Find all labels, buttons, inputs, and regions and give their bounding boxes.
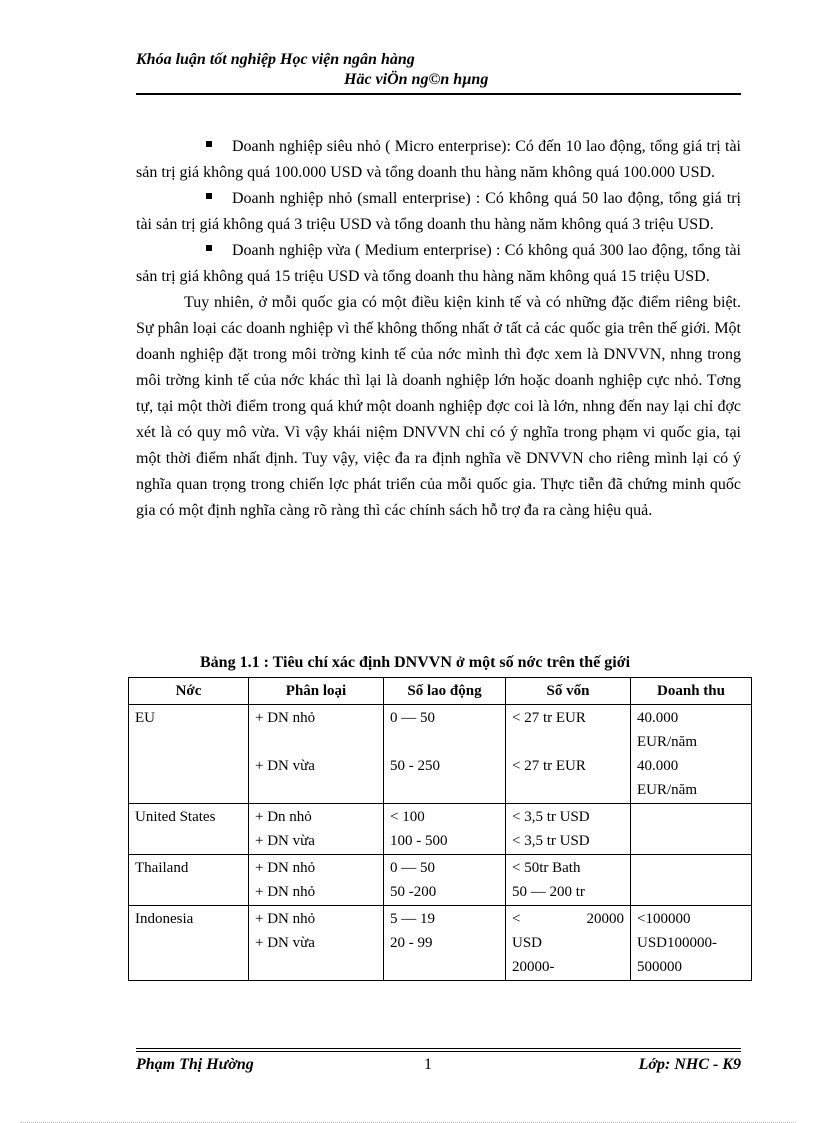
table-caption: Bảng 1.1 : Tiêu chí xác định DNVVN ở một số nớc trên thế giới <box>200 654 631 671</box>
table-cell-capital <box>506 855 631 906</box>
table-cell-country <box>129 906 249 981</box>
bullet-paragraph-small <box>136 186 741 238</box>
table-cell-capital <box>506 906 631 981</box>
cell-line: < 3,5 tr USD <box>512 833 590 849</box>
cell-line: United States <box>135 809 216 825</box>
table-cell-capital <box>506 804 631 855</box>
col-header-capital: Số vốn <box>506 678 631 705</box>
cell-line <box>637 880 745 904</box>
footer-author: Phạm Thị Hường <box>136 1056 254 1073</box>
table-cell-country <box>129 804 249 855</box>
cell-line <box>512 730 624 754</box>
cell-line: 40.000 <box>637 758 679 774</box>
table-cell-revenue <box>631 705 752 804</box>
table-cell-labor <box>384 804 506 855</box>
cell-line: <100000 <box>637 911 691 927</box>
cell-line: 500000 <box>637 959 682 975</box>
cell-line: + DN nhỏ <box>255 911 316 927</box>
cell-line: + DN nhỏ <box>255 860 316 876</box>
footer-rule <box>136 1048 741 1049</box>
cell-line <box>637 856 745 880</box>
page-header <box>136 50 741 90</box>
footer-class: Lớp: NHC - K9 <box>638 1056 741 1073</box>
cell-line <box>637 805 745 829</box>
cell-line: Thailand <box>135 860 189 876</box>
table-cell-type <box>249 906 384 981</box>
table-cell-country <box>129 855 249 906</box>
header-rule <box>136 93 741 95</box>
bullet-paragraph-micro <box>136 134 741 186</box>
cell-line <box>255 778 377 802</box>
table-cell-revenue <box>631 906 752 981</box>
table-cell-revenue <box>631 804 752 855</box>
table-cell-country <box>129 705 249 804</box>
col-header-country: Nớc <box>129 678 249 705</box>
table-cell-revenue <box>631 855 752 906</box>
cell-line: + Dn nhỏ <box>255 809 312 825</box>
col-header-type: Phân loại <box>249 678 384 705</box>
table-cell-capital <box>506 705 631 804</box>
cell-line: 40.000 <box>637 710 679 726</box>
square-bullet-icon <box>206 193 212 199</box>
header-title: Khóa luận tốt nghiệp Học viện ngân hàng <box>136 51 415 68</box>
cell-line: 50 - 250 <box>390 758 440 774</box>
cell-line: USD100000- <box>637 935 718 951</box>
col-header-revenue: Doanh thu <box>631 678 752 705</box>
cell-line: < 100 <box>390 809 425 825</box>
table-row <box>129 906 752 981</box>
cell-line: 0 — 50 <box>390 710 435 726</box>
cell-line <box>255 730 377 754</box>
table-row <box>129 804 752 855</box>
cell-line: < 27 tr EUR <box>512 710 586 726</box>
cell-line: < 20000 <box>512 911 624 927</box>
cell-line: 50 -200 <box>390 884 437 900</box>
cell-line: + DN nhỏ <box>255 710 316 726</box>
table-cell-type <box>249 804 384 855</box>
table-row <box>129 705 752 804</box>
criteria-table <box>128 677 752 981</box>
cell-line: 100 - 500 <box>390 833 448 849</box>
cell-line <box>390 955 499 979</box>
cell-line <box>390 730 499 754</box>
cell-line: < 3,5 tr USD <box>512 809 590 825</box>
cell-line: + DN vừa <box>255 833 315 849</box>
bullet-text-micro: Doanh nghiệp siêu nhỏ ( Micro enterprise): Có đến 10 lao động, tổng giá trị tài sản trị giá không quá 100.000 USD và tổng doanh thu hàng năm không quá 100.000 USD. <box>136 138 741 181</box>
bullet-text-medium: Doanh nghiệp vừa ( Medium enterprise) : Có không quá 300 lao động, tổng tài sản trị giá không quá 15 triệu USD và tổng doanh thu hàng năm không quá 15 triệu USD. <box>136 242 741 285</box>
cell-line: 20000- <box>512 959 555 975</box>
bullet-paragraph-medium <box>136 238 741 290</box>
cell-line: < 27 tr EUR <box>512 758 586 774</box>
cell-line: EU <box>135 710 155 726</box>
cell-line <box>512 778 624 802</box>
cell-line: 0 — 50 <box>390 860 435 876</box>
cell-line <box>390 778 499 802</box>
cell-line: EUR/năm <box>637 734 697 750</box>
table-row <box>129 855 752 906</box>
cell-line: EUR/năm <box>637 782 697 798</box>
cell-line: 20 - 99 <box>390 935 433 951</box>
table-cell-labor <box>384 705 506 804</box>
cell-line: + DN vừa <box>255 758 315 774</box>
cell-line: + DN vừa <box>255 935 315 951</box>
cell-line: Indonesia <box>135 911 194 927</box>
table-cell-type <box>249 855 384 906</box>
header-subtitle: Häc viÖn ng©n hµng <box>344 71 489 88</box>
cell-line: 50 — 200 tr <box>512 884 585 900</box>
cell-line: + DN nhỏ <box>255 884 316 900</box>
cell-line: < 50tr Bath <box>512 860 581 876</box>
page-number: 1 <box>424 1056 432 1073</box>
table-cell-labor <box>384 855 506 906</box>
square-bullet-icon <box>206 141 212 147</box>
cell-line: USD <box>512 935 543 951</box>
col-header-labor: Số lao động <box>384 678 506 705</box>
paragraph-definition: Tuy nhiên, ở mỗi quốc gia có một điều kiện kinh tế và có những đặc điểm riêng biệt. Sự phân loại các doanh nghiệp vì thế không thống nhất ở tất cả các quốc gia trên thế giới. Một doanh nghiệp đặt trong môi trờng kinh tế của nớc mình thì đợc xem là DNVVN, nhng trong môi trờng kinh tế của nớc khác thì lại là doanh nghiệp lớn hoặc doanh nghiệp cực nhỏ. Tơng tự, tại một thời điểm trong quá khứ một doanh nghiệp đợc coi là lớn, nhng đến nay lại chỉ đợc xét là có quy mô vừa. Vì vậy khái niệm DNVVN chỉ có ý nghĩa trong phạm vi quốc gia, tại một thời điểm nhất định. Tuy vậy, việc đa ra định nghĩa về DNVVN cho riêng mình lại có ý nghĩa quan trọng trong chiến lợc phát triển của mỗi quốc gia. Thực tiễn đã chứng minh quốc gia có một định nghĩa càng rõ ràng thì các chính sách hỗ trợ đa ra càng hiệu quả. <box>136 294 741 519</box>
cell-line <box>637 829 745 853</box>
cell-line <box>255 955 377 979</box>
cell-line: 5 — 19 <box>390 911 435 927</box>
table-cell-type <box>249 705 384 804</box>
bullet-text-small: Doanh nghiệp nhỏ (small enterprise) : Có không quá 50 lao động, tổng giá trị tài sản trị giá không quá 3 triệu USD và tổng doanh thu hàng năm không quá 3 triệu USD. <box>136 190 741 233</box>
footer-rule-double <box>136 1051 741 1052</box>
square-bullet-icon <box>206 245 212 251</box>
body-text <box>136 134 741 524</box>
table-cell-labor <box>384 906 506 981</box>
table-header-row <box>129 678 752 705</box>
